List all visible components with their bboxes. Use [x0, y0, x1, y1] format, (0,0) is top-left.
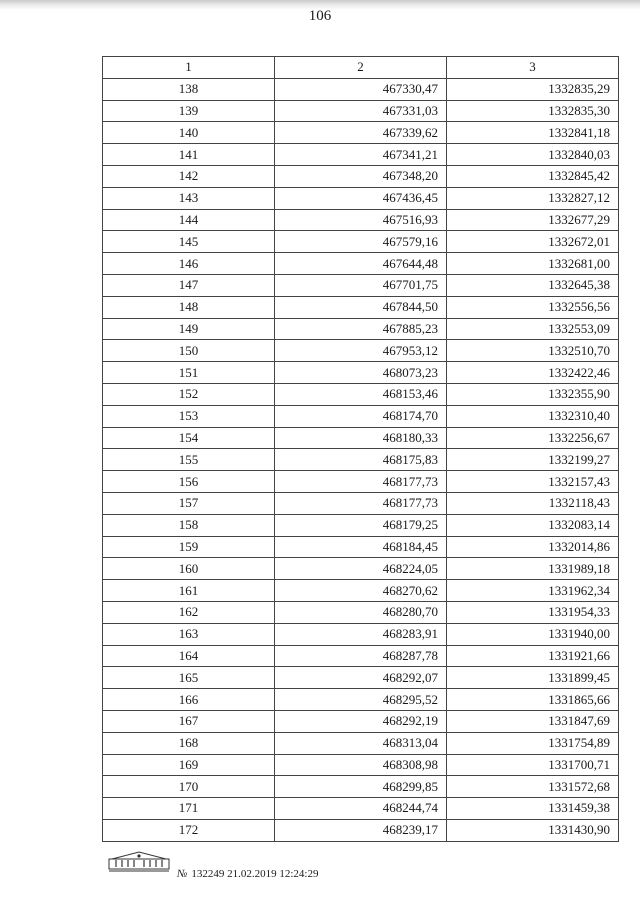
y-coordinate-cell: 1332556,56 [447, 296, 619, 318]
point-number-cell: 166 [103, 689, 275, 711]
x-coordinate-cell: 467579,16 [275, 231, 447, 253]
y-coordinate-cell: 1332845,42 [447, 165, 619, 187]
x-coordinate-cell: 468153,46 [275, 383, 447, 405]
y-coordinate-cell: 1331865,66 [447, 689, 619, 711]
table-header-row [103, 57, 619, 79]
x-coordinate-cell: 468295,52 [275, 689, 447, 711]
table-row [103, 100, 619, 122]
x-coordinate-cell: 468224,05 [275, 558, 447, 580]
table-row [103, 492, 619, 514]
x-coordinate-cell: 468244,74 [275, 798, 447, 820]
point-number-cell: 153 [103, 405, 275, 427]
y-coordinate-cell: 1331899,45 [447, 667, 619, 689]
point-number-cell: 149 [103, 318, 275, 340]
point-number-cell: 143 [103, 187, 275, 209]
y-coordinate-cell: 1332827,12 [447, 187, 619, 209]
point-number-cell: 160 [103, 558, 275, 580]
x-coordinate-cell: 467644,48 [275, 253, 447, 275]
x-coordinate-cell: 468073,23 [275, 362, 447, 384]
y-coordinate-cell: 1332157,43 [447, 471, 619, 493]
point-number-cell: 147 [103, 274, 275, 296]
number-sign: № [177, 868, 188, 880]
y-coordinate-cell: 1332835,30 [447, 100, 619, 122]
y-coordinate-cell: 1332355,90 [447, 383, 619, 405]
x-coordinate-cell: 467516,93 [275, 209, 447, 231]
y-coordinate-cell: 1331962,34 [447, 580, 619, 602]
x-coordinate-cell: 467844,50 [275, 296, 447, 318]
point-number-cell: 172 [103, 819, 275, 841]
y-coordinate-cell: 1332840,03 [447, 144, 619, 166]
document-reference [177, 868, 319, 880]
point-number-cell: 140 [103, 122, 275, 144]
y-coordinate-cell: 1332841,18 [447, 122, 619, 144]
table-row [103, 798, 619, 820]
point-number-cell: 163 [103, 623, 275, 645]
x-coordinate-cell: 468179,25 [275, 514, 447, 536]
table-row [103, 536, 619, 558]
coordinates-table [102, 56, 619, 842]
table-row [103, 754, 619, 776]
x-coordinate-cell: 468292,19 [275, 710, 447, 732]
y-coordinate-cell: 1332083,14 [447, 514, 619, 536]
x-coordinate-cell: 467953,12 [275, 340, 447, 362]
table-row [103, 601, 619, 623]
x-coordinate-cell: 468280,70 [275, 601, 447, 623]
point-number-cell: 168 [103, 732, 275, 754]
y-coordinate-cell: 1331700,71 [447, 754, 619, 776]
point-number-cell: 144 [103, 209, 275, 231]
point-number-cell: 156 [103, 471, 275, 493]
y-coordinate-cell: 1332681,00 [447, 253, 619, 275]
table-row [103, 165, 619, 187]
table-row [103, 253, 619, 275]
page-number: 106 [308, 8, 332, 24]
table-row [103, 187, 619, 209]
y-coordinate-cell: 1332118,43 [447, 492, 619, 514]
column-header-3: 3 [447, 57, 619, 79]
y-coordinate-cell: 1331940,00 [447, 623, 619, 645]
y-coordinate-cell: 1332014,86 [447, 536, 619, 558]
table-row [103, 667, 619, 689]
point-number-cell: 148 [103, 296, 275, 318]
y-coordinate-cell: 1331954,33 [447, 601, 619, 623]
registration-stamp-text: 132249 21.02.2019 12:24:29 [191, 868, 319, 880]
y-coordinate-cell: 1331430,90 [447, 819, 619, 841]
point-number-cell: 170 [103, 776, 275, 798]
x-coordinate-cell: 467436,45 [275, 187, 447, 209]
table-row [103, 231, 619, 253]
table-row [103, 645, 619, 667]
x-coordinate-cell: 467341,21 [275, 144, 447, 166]
x-coordinate-cell: 468313,04 [275, 732, 447, 754]
table-row [103, 78, 619, 100]
point-number-cell: 169 [103, 754, 275, 776]
y-coordinate-cell: 1332553,09 [447, 318, 619, 340]
point-number-cell: 145 [103, 231, 275, 253]
y-coordinate-cell: 1332835,29 [447, 78, 619, 100]
y-coordinate-cell: 1332422,46 [447, 362, 619, 384]
x-coordinate-cell: 468292,07 [275, 667, 447, 689]
x-coordinate-cell: 468177,73 [275, 471, 447, 493]
table-row [103, 776, 619, 798]
column-header-2: 2 [275, 57, 447, 79]
table-row [103, 710, 619, 732]
y-coordinate-cell: 1331754,89 [447, 732, 619, 754]
point-number-cell: 151 [103, 362, 275, 384]
y-coordinate-cell: 1332199,27 [447, 449, 619, 471]
x-coordinate-cell: 467885,23 [275, 318, 447, 340]
x-coordinate-cell: 468180,33 [275, 427, 447, 449]
x-coordinate-cell: 468283,91 [275, 623, 447, 645]
table-row [103, 274, 619, 296]
x-coordinate-cell: 467348,20 [275, 165, 447, 187]
table-row [103, 362, 619, 384]
x-coordinate-cell: 467339,62 [275, 122, 447, 144]
table-row [103, 296, 619, 318]
table-row [103, 144, 619, 166]
x-coordinate-cell: 467331,03 [275, 100, 447, 122]
y-coordinate-cell: 1331459,38 [447, 798, 619, 820]
point-number-cell: 150 [103, 340, 275, 362]
y-coordinate-cell: 1332677,29 [447, 209, 619, 231]
x-coordinate-cell: 468287,78 [275, 645, 447, 667]
point-number-cell: 142 [103, 165, 275, 187]
x-coordinate-cell: 468174,70 [275, 405, 447, 427]
point-number-cell: 154 [103, 427, 275, 449]
table-row [103, 623, 619, 645]
point-number-cell: 141 [103, 144, 275, 166]
table-row [103, 318, 619, 340]
table-row [103, 122, 619, 144]
y-coordinate-cell: 1331847,69 [447, 710, 619, 732]
table-row [103, 405, 619, 427]
table-row [103, 340, 619, 362]
y-coordinate-cell: 1331921,66 [447, 645, 619, 667]
table-row [103, 449, 619, 471]
point-number-cell: 152 [103, 383, 275, 405]
y-coordinate-cell: 1332645,38 [447, 274, 619, 296]
table-row [103, 209, 619, 231]
table-row [103, 427, 619, 449]
x-coordinate-cell: 468308,98 [275, 754, 447, 776]
table-row [103, 383, 619, 405]
y-coordinate-cell: 1331989,18 [447, 558, 619, 580]
column-header-1: 1 [103, 57, 275, 79]
x-coordinate-cell: 468270,62 [275, 580, 447, 602]
point-number-cell: 157 [103, 492, 275, 514]
point-number-cell: 171 [103, 798, 275, 820]
point-number-cell: 167 [103, 710, 275, 732]
x-coordinate-cell: 468175,83 [275, 449, 447, 471]
table-row [103, 471, 619, 493]
point-number-cell: 164 [103, 645, 275, 667]
y-coordinate-cell: 1332310,40 [447, 405, 619, 427]
y-coordinate-cell: 1332510,70 [447, 340, 619, 362]
point-number-cell: 159 [103, 536, 275, 558]
point-number-cell: 158 [103, 514, 275, 536]
table-row [103, 732, 619, 754]
point-number-cell: 165 [103, 667, 275, 689]
y-coordinate-cell: 1332256,67 [447, 427, 619, 449]
table-row [103, 689, 619, 711]
table-row [103, 558, 619, 580]
y-coordinate-cell: 1332672,01 [447, 231, 619, 253]
x-coordinate-cell: 468177,73 [275, 492, 447, 514]
building-seal-icon [108, 850, 170, 872]
table-row [103, 819, 619, 841]
point-number-cell: 162 [103, 601, 275, 623]
point-number-cell: 161 [103, 580, 275, 602]
table-row [103, 580, 619, 602]
point-number-cell: 155 [103, 449, 275, 471]
x-coordinate-cell: 468299,85 [275, 776, 447, 798]
y-coordinate-cell: 1331572,68 [447, 776, 619, 798]
point-number-cell: 146 [103, 253, 275, 275]
x-coordinate-cell: 467701,75 [275, 274, 447, 296]
x-coordinate-cell: 468184,45 [275, 536, 447, 558]
x-coordinate-cell: 467330,47 [275, 78, 447, 100]
point-number-cell: 139 [103, 100, 275, 122]
point-number-cell: 138 [103, 78, 275, 100]
table-row [103, 514, 619, 536]
x-coordinate-cell: 468239,17 [275, 819, 447, 841]
